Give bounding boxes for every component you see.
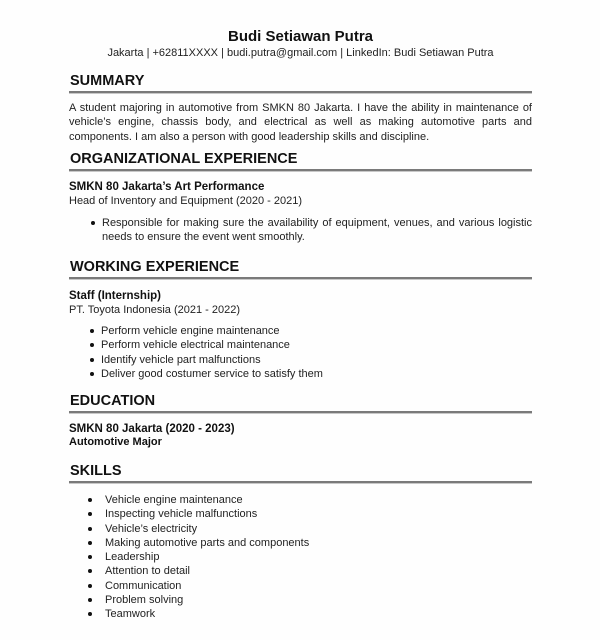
section-title-skills: SKILLS bbox=[70, 463, 122, 479]
skills-section bbox=[69, 463, 532, 622]
section-divider bbox=[69, 277, 532, 280]
list-item: Leadership bbox=[69, 550, 532, 564]
list-item: Attention to detail bbox=[69, 564, 532, 578]
list-item: Responsible for making sure the availability of equipment, venues, and various logistic needs to ensure the event went smoothly. bbox=[69, 216, 532, 245]
skills-list bbox=[69, 493, 532, 622]
section-title-working: WORKING EXPERIENCE bbox=[70, 259, 240, 275]
list-item: Deliver good costumer service to satisfy them bbox=[69, 367, 532, 381]
organizational-section bbox=[69, 151, 532, 245]
section-divider bbox=[69, 481, 532, 484]
list-item: Inspecting vehicle malfunctions bbox=[69, 507, 532, 521]
candidate-name: Budi Setiawan Putra bbox=[227, 28, 374, 45]
list-item: Perform vehicle engine maintenance bbox=[69, 324, 532, 338]
section-title-organizational: ORGANIZATIONAL EXPERIENCE bbox=[70, 151, 298, 167]
summary-text: A student majoring in automotive from SMKN 80 Jakarta. I have the ability in maintenance of vehicle’s engine, chassis body, and electrical as well as making automotive parts and components. I am also a person with good leadership skills and discipline. bbox=[69, 102, 532, 143]
education-section bbox=[69, 393, 532, 449]
section-divider bbox=[69, 411, 532, 414]
section-divider bbox=[69, 169, 532, 172]
list-item: Communication bbox=[69, 579, 532, 593]
summary-section bbox=[69, 73, 532, 144]
education-major: Automotive Major bbox=[69, 436, 162, 448]
section-title-summary: SUMMARY bbox=[70, 73, 145, 89]
organization-role: Head of Inventory and Equipment (2020 - 2021) bbox=[69, 195, 302, 207]
job-position: Staff (Internship) bbox=[69, 290, 161, 302]
list-item: Problem solving bbox=[69, 593, 532, 607]
list-item: Perform vehicle electrical maintenance bbox=[69, 338, 532, 352]
organization-bullets bbox=[69, 216, 532, 245]
list-item: Vehicle engine maintenance bbox=[69, 493, 532, 507]
section-divider bbox=[69, 91, 532, 94]
list-item: Vehicle’s electricity bbox=[69, 522, 532, 536]
list-item: Identify vehicle part malfunctions bbox=[69, 353, 532, 367]
contact-line: Jakarta | +62811XXXX | budi.putra@gmail.com | LinkedIn: Budi Setiawan Putra bbox=[107, 47, 494, 59]
list-item: Making automotive parts and components bbox=[69, 536, 532, 550]
education-school: SMKN 80 Jakarta (2020 - 2023) bbox=[69, 423, 235, 435]
job-bullets bbox=[69, 324, 532, 381]
list-item: Teamwork bbox=[69, 607, 532, 621]
working-section bbox=[69, 259, 532, 381]
section-title-education: EDUCATION bbox=[70, 393, 156, 409]
job-company: PT. Toyota Indonesia (2021 - 2022) bbox=[69, 304, 241, 316]
organization-name: SMKN 80 Jakarta’s Art Performance bbox=[69, 181, 265, 193]
